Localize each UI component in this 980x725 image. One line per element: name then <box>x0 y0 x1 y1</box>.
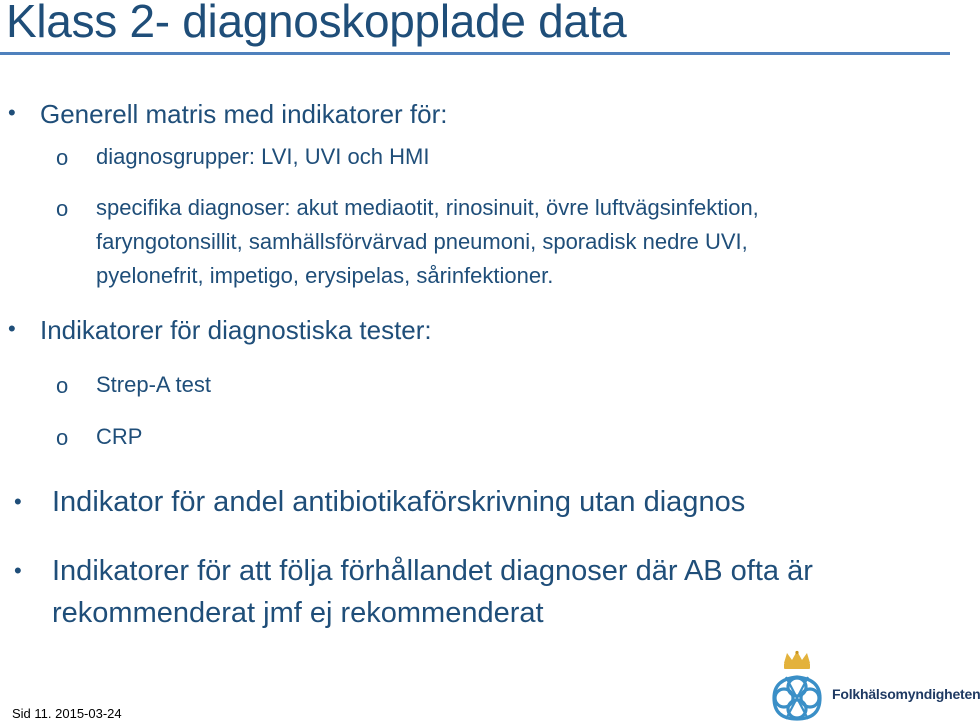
sub-bullet-diagnosgrupper: diagnosgrupper: LVI, UVI och HMI <box>96 144 430 169</box>
footer-date: 2015-03-24 <box>55 706 122 721</box>
sub-bullet-crp: CRP <box>96 424 143 449</box>
sub-bullet-strep-a: Strep-A test <box>96 372 211 397</box>
bullet-icon: • <box>8 316 16 341</box>
bullet-icon: • <box>14 489 22 514</box>
bullet-forhallandet-line-1: Indikatorer för att följa förhållandet diagnoser där AB ofta är <box>52 555 813 587</box>
sub-bullet-icon: o <box>56 196 69 221</box>
sub-bullet-icon: o <box>56 145 69 170</box>
bullet-andel-antibiotika: Indikator för andel antibiotikaförskrivning utan diagnos <box>52 486 746 518</box>
sub-bullet-specifika-line-1: specifika diagnoser: akut mediaotit, rinosinuit, övre luftvägsinfektion, <box>96 195 759 220</box>
crown-icon <box>784 651 810 669</box>
sub-bullet-specifika-line-3: pyelonefrit, impetigo, erysipelas, sårinfektioner. <box>96 263 554 288</box>
sub-bullet-icon: o <box>56 425 69 450</box>
sub-bullet-icon: o <box>56 373 69 398</box>
slide-title: Klass 2- diagnoskopplade data <box>6 0 627 47</box>
page-label: Sid 11. <box>12 706 52 721</box>
title-underline <box>0 52 950 55</box>
knot-icon <box>774 677 820 719</box>
bullet-icon: • <box>8 100 16 125</box>
sub-bullet-specifika-line-2: faryngotonsillit, samhällsförvärvad pneumoni, sporadisk nedre UVI, <box>96 229 748 254</box>
logo-name: Folkhälsomyndigheten <box>832 686 980 702</box>
crown-knot-logo-icon <box>764 651 830 725</box>
bullet-generell-matris: Generell matris med indikatorer för: <box>40 99 448 129</box>
footer <box>12 706 122 721</box>
bullet-diagnostiska-tester: Indikatorer för diagnostiska tester: <box>40 315 432 345</box>
bullet-icon: • <box>14 558 22 583</box>
bullet-forhallandet-line-2: rekommenderat jmf ej rekommenderat <box>52 597 544 629</box>
